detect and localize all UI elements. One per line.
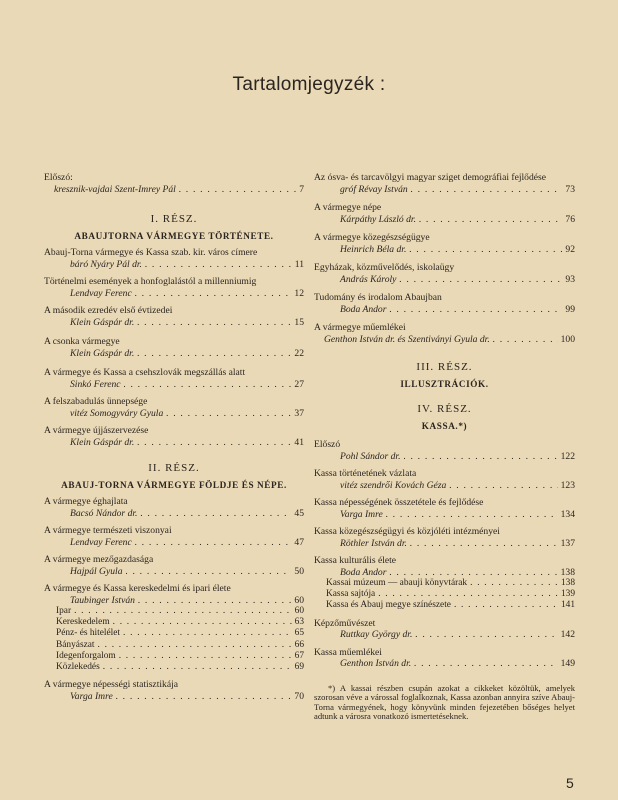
entry-page: 76 (565, 213, 575, 225)
entry-author-line (44, 537, 304, 549)
entry-author-line (314, 658, 575, 670)
leader-dots (166, 408, 291, 420)
entry-author: Ruttkay György dr. (340, 629, 413, 641)
leader-dots (493, 334, 558, 346)
entry-author-line (314, 274, 575, 286)
toc-entry (314, 262, 575, 285)
entry-author: Boda Andor (340, 566, 387, 578)
part-number: I. RÉSZ. (150, 213, 198, 225)
sub-entry-label: Bányászat (56, 639, 95, 650)
entry-title: A vármegye mezőgazdasága (44, 554, 154, 565)
leader-dots (404, 451, 558, 463)
entry-author-line (314, 334, 575, 346)
sub-entry (44, 628, 304, 639)
toc-entry (44, 276, 304, 299)
leader-dots (137, 348, 291, 360)
sub-entry-label: Közlekedés (56, 662, 100, 673)
entry-author: Genthon István dr. és Szentiványi Gyula dr. (324, 333, 490, 345)
entry-author-line (44, 348, 304, 360)
entry-author-line (314, 214, 575, 226)
entry-author-line (314, 451, 575, 463)
entry-author: vitéz Somogyváry Gyula (70, 407, 164, 419)
part-title: ABAUJTORNA VÁRMEGYE TÖRTÉNETE. (74, 231, 274, 241)
leader-dots (415, 629, 557, 641)
toc-preface (44, 172, 304, 195)
entry-title: Kassa közegészségügyi és közjóléti intézményei (314, 526, 500, 537)
entry-author: gróf Révay István (340, 183, 408, 195)
entry-author: Varga Imre (340, 508, 383, 520)
toc-entry (44, 305, 304, 328)
toc-entry (314, 555, 575, 612)
sub-entry (44, 617, 304, 628)
toc-entry (314, 618, 575, 641)
entry-author: Hajpál Gyula (70, 565, 123, 577)
leader-dots (409, 244, 562, 256)
leader-dots (389, 304, 562, 316)
leader-dots (449, 480, 557, 492)
entry-author: Sinkó Ferenc (70, 378, 121, 390)
entry-page: 122 (560, 450, 575, 462)
entry-title: Egyházak, közművelődés, iskolaügy (314, 262, 455, 273)
footnote: *) A kassai részben csupán azokat a cikkeket közöltük, amelyek szorosan véve a várossal foglalkoznak, Kassa azonban annyira szíve Abauj-Torna vármegyének, hogy könyvünk minden fejezetében bőséges helyet adtunk a városra vonatkozó ismertetéseknek. (314, 682, 575, 722)
toc-entry (44, 367, 304, 390)
sub-entry (314, 600, 575, 611)
entry-author-line (314, 184, 575, 196)
entry-page: 142 (560, 629, 575, 641)
entry-author-line (314, 244, 575, 256)
entry-author-line (314, 629, 575, 641)
part-title: KASSA.*) (421, 421, 468, 431)
leader-dots (386, 509, 558, 521)
entry-title: Az ósva- és tarcavölgyi magyar sziget demográfiai fejlődése (314, 172, 547, 183)
leader-dots (113, 617, 292, 628)
leader-dots (124, 379, 292, 391)
entry-author: Lendvay Ferenc (70, 536, 132, 548)
entry-author: Klein Gáspár dr. (70, 347, 135, 359)
leader-dots (389, 567, 557, 579)
toc-entry (44, 336, 304, 359)
sub-entry (314, 589, 575, 600)
entry-author-line (44, 408, 304, 420)
leader-dots (116, 691, 292, 703)
leader-dots (137, 437, 291, 449)
page-title: Tartalomjegyzék : (232, 74, 386, 95)
leader-dots (137, 317, 291, 329)
toc-right-column (314, 172, 575, 722)
entry-author: Bacsó Nándor dr. (70, 507, 138, 519)
toc-left-column (44, 172, 304, 702)
entry-author: Varga Imre (70, 690, 113, 702)
leader-dots (103, 662, 292, 673)
sub-entry (44, 662, 304, 673)
entry-title: Tudomány és irodalom Abaujban (314, 292, 442, 303)
entry-title: Kassa műemlékei (314, 646, 382, 658)
entry-page: 137 (560, 537, 575, 549)
entry-author: Kárpáthy László dr. (340, 213, 416, 225)
sub-entry-page: 66 (294, 639, 304, 650)
entry-title: Kassa kulturális élete (314, 555, 397, 566)
entry-title: Kassa népességének összetétele és fejlődése (314, 497, 484, 508)
toc-entry (44, 525, 304, 548)
toc-entry (44, 496, 304, 519)
entry-page: 7 (299, 183, 304, 195)
leader-dots (399, 274, 562, 286)
entry-title: Képzőművészet (314, 617, 376, 629)
toc-entry (314, 497, 575, 520)
toc-entry (314, 292, 575, 315)
entry-title: A vármegye természeti viszonyai (44, 525, 172, 536)
entry-page: 149 (560, 658, 575, 670)
sub-entry-page: 63 (294, 617, 304, 628)
entry-author: Klein Gáspár dr. (70, 436, 135, 448)
leader-dots (145, 259, 292, 271)
leader-dots (414, 658, 557, 670)
toc-entry (314, 439, 575, 462)
entry-author-line (314, 480, 575, 492)
entry-title: A vármegye népességi statisztikája (44, 679, 179, 691)
entry-title: A csonka vármegye (44, 336, 120, 347)
entry-page: 70 (294, 690, 304, 702)
entry-author-line (44, 508, 304, 520)
entry-page: 73 (565, 183, 575, 195)
leader-dots (411, 184, 563, 196)
part-title: ILLUSZTRÁCIÓK. (400, 379, 489, 389)
sub-entry-label: Kereskedelem (56, 617, 110, 628)
entry-author-line (44, 595, 304, 607)
entry-author-line (314, 567, 575, 579)
leader-dots (135, 537, 292, 549)
entry-title: Előszó: (44, 172, 73, 183)
leader-dots (123, 628, 292, 639)
entry-page: 92 (565, 243, 575, 255)
leader-dots (179, 184, 296, 196)
entry-page: 123 (560, 479, 575, 491)
entry-author-line (44, 566, 304, 578)
entry-title: A vármegye éghajlata (44, 496, 128, 507)
toc-entry (314, 232, 575, 255)
entry-title: A vármegye népe (314, 202, 382, 213)
sub-entry (44, 651, 304, 662)
sub-entry-label: Ipar (56, 606, 72, 616)
entry-author: Heinrich Béla dr. (340, 243, 407, 255)
leader-dots (126, 566, 292, 578)
entry-page: 100 (560, 333, 575, 345)
toc-entry (44, 425, 304, 448)
entry-title: Kassa történetének vázlata (314, 468, 417, 479)
leader-dots (98, 640, 292, 651)
entry-author: Boda Andor (340, 303, 387, 315)
toc-entry (314, 172, 575, 195)
entry-author-line (44, 288, 304, 300)
entry-title: Abauj-Torna vármegye és Kassa szab. kir. város címere (44, 247, 258, 258)
entry-page: 93 (565, 273, 575, 285)
entry-author: vitéz szendrői Kovách Géza (340, 479, 447, 491)
entry-author: Genthon István dr. (340, 658, 412, 670)
page-number: 5 (566, 775, 574, 791)
entry-page: 60 (294, 594, 304, 606)
entry-title: A vármegye műemlékei (314, 322, 406, 333)
entry-page: 47 (294, 536, 304, 548)
sub-entry (44, 640, 304, 651)
sub-entry-label: Pénz- és hitelélet (56, 628, 121, 639)
entry-author-line (44, 437, 304, 449)
entry-author: kresznik-vajdai Szent-Imrey Pál (54, 183, 176, 195)
toc-entry (314, 202, 575, 225)
entry-author: Lendvay Ferenc (70, 287, 132, 299)
leader-dots (410, 538, 558, 550)
entry-page: 138 (560, 566, 575, 578)
entry-author-line (314, 304, 575, 316)
entry-page: 15 (294, 316, 304, 328)
entry-title: A vármegye újjászervezése (44, 425, 149, 436)
sub-entry-page: 141 (560, 600, 575, 611)
entry-page: 45 (294, 507, 304, 519)
entry-author: báró Nyáry Pál dr. (70, 258, 142, 270)
entry-author: Röthler István dr. (340, 537, 407, 549)
sub-entry (314, 578, 575, 589)
entry-author-line (44, 691, 304, 703)
entry-author: András Károly (340, 273, 397, 285)
toc-entry (314, 526, 575, 549)
sub-entry-page: 65 (294, 628, 304, 639)
sub-entry (44, 606, 304, 617)
sub-entry-page: 67 (294, 650, 304, 661)
entry-author: Pohl Sándor dr. (340, 450, 401, 462)
entry-author-line (44, 184, 304, 196)
entry-author-line (44, 259, 304, 271)
leader-dots (454, 600, 558, 611)
entry-title: Történelmi események a honfoglalástól a millenniumig (44, 276, 257, 287)
entry-page: 99 (565, 303, 575, 315)
leader-dots (138, 595, 291, 607)
sub-entry-page: 139 (560, 589, 575, 600)
entry-title: A második ezredév első évtizedei (44, 305, 173, 316)
toc-entry (314, 322, 575, 345)
leader-dots (378, 589, 558, 600)
entry-page: 12 (294, 287, 304, 299)
leader-dots (419, 214, 562, 226)
entry-author: Klein Gáspár dr. (70, 316, 135, 328)
entry-author-line (314, 509, 575, 521)
entry-author-line (314, 538, 575, 550)
entry-page: 134 (560, 508, 575, 520)
sub-entry-label: Kassa sajtója (326, 589, 376, 600)
toc-entry (44, 247, 304, 270)
entry-page: 11 (294, 258, 304, 270)
toc-entry (44, 396, 304, 419)
entry-title: A vármegye és Kassa kereskedelmi és ipari élete (44, 583, 231, 594)
sub-entry-label: Idegenforgalom (56, 650, 116, 661)
toc-entry (314, 647, 575, 670)
toc-entry (314, 468, 575, 491)
entry-author-line (44, 317, 304, 329)
part-number: III. RÉSZ. (416, 361, 473, 373)
leader-dots (140, 508, 291, 520)
sub-entry-page: 69 (294, 662, 304, 673)
entry-page: 41 (294, 436, 304, 448)
part-number: IV. RÉSZ. (417, 403, 472, 415)
entry-author-line (44, 379, 304, 391)
sub-entry-page: 60 (294, 606, 304, 616)
leader-dots (74, 606, 292, 617)
toc-entry (44, 679, 304, 702)
entry-title: A felszabadulás ünnepsége (44, 396, 148, 407)
part-number: II. RÉSZ. (148, 462, 200, 474)
leader-dots (119, 651, 292, 662)
sub-entry-label: Kassa és Abauj megye színészete (326, 600, 451, 611)
entry-title: A vármegye és Kassa a csehszlovák megszállás alatt (44, 367, 246, 378)
toc-entry (44, 554, 304, 577)
entry-page: 27 (294, 378, 304, 390)
sub-entry-page: 138 (560, 578, 575, 588)
toc-entry (44, 583, 304, 673)
entry-author: Taubinger István (70, 594, 135, 606)
entry-title: Előszó (314, 439, 341, 450)
entry-title: A vármegye közegészségügye (314, 232, 430, 243)
part-title: ABAUJ-TORNA VÁRMEGYE FÖLDJE ÉS NÉPE. (61, 480, 287, 490)
entry-page: 50 (294, 565, 304, 577)
sub-entry-label: Kassai múzeum — abauji könyvtárak (326, 578, 468, 588)
entry-page: 22 (294, 347, 304, 359)
entry-page: 37 (294, 407, 304, 419)
leader-dots (470, 578, 558, 589)
leader-dots (135, 288, 292, 300)
